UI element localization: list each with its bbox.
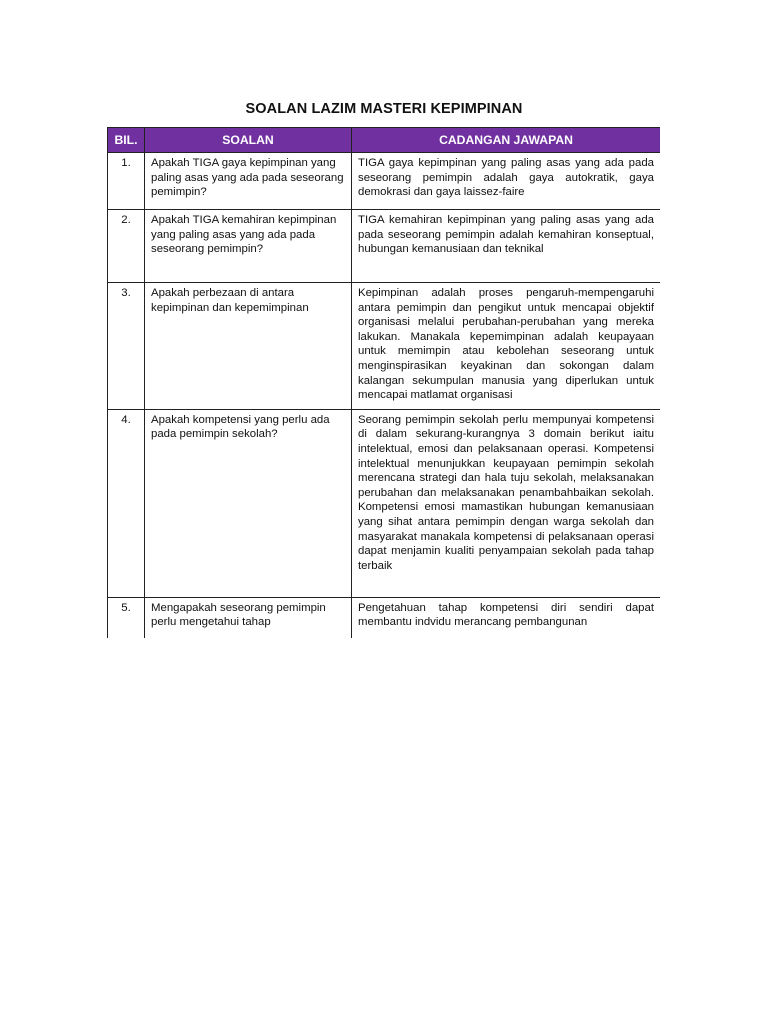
row-answer: TIGA kemahiran kepimpinan yang paling asas yang ada pada seseorang pemimpin adalah kemahiran konseptual, hubungan kemanusiaan dan teknikal	[352, 210, 661, 283]
header-number: BIL.	[108, 128, 145, 153]
row-answer: TIGA gaya kepimpinan yang paling asas yang ada pada seseorang pemimpin adalah gaya autokratik, gaya demokrasi dan gaya laissez-faire	[352, 153, 661, 210]
row-question: Apakah kompetensi yang perlu ada pada pemimpin sekolah?	[145, 409, 352, 597]
header-question: SOALAN	[145, 128, 352, 153]
header-answer: CADANGAN JAWAPAN	[352, 128, 661, 153]
row-question: Apakah perbezaan di antara kepimpinan dan kepemimpinan	[145, 283, 352, 410]
row-number: 3.	[108, 283, 145, 410]
row-answer: Seorang pemimpin sekolah perlu mempunyai kompetensi di dalam sekurang-kurangnya 3 domain berikut iaitu intelektual, emosi dan pelaksanaan operasi. Kompetensi intelektual menunjukkan keupayaan pemimpin sekolah merencana strategi dan hala tuju sekolah, melaksanakan perubahan dan melaksanakan penambahbaikan sekolah. Kompetensi emosi mamastikan hubungan kemanusiaan yang sihat antara pemimpin dengan warga sekolah dan masyarakat manakala kompetensi di pelaksanaan operasi dapat menjamin kualiti penyampaian sekolah pada tahap terbaik	[352, 409, 661, 597]
row-question: Apakah TIGA gaya kepimpinan yang paling asas yang ada pada seseorang pemimpin?	[145, 153, 352, 210]
row-question: Apakah TIGA kemahiran kepimpinan yang paling asas yang ada pada seseorang pemimpin?	[145, 210, 352, 283]
row-question: Mengapakah seseorang pemimpin perlu mengetahui tahap	[145, 597, 352, 638]
row-answer: Pengetahuan tahap kompetensi diri sendiri dapat membantu indvidu merancang pembangunan	[352, 597, 661, 638]
table-header-row	[108, 128, 661, 153]
row-number: 1.	[108, 153, 145, 210]
row-number: 5.	[108, 597, 145, 638]
faq-table-container	[107, 127, 660, 638]
document-title: SOALAN LAZIM MASTERI KEPIMPINAN	[245, 101, 523, 117]
table-row	[108, 210, 661, 283]
row-number: 2.	[108, 210, 145, 283]
table-row	[108, 409, 661, 597]
faq-table	[107, 127, 660, 638]
table-row	[108, 153, 661, 210]
table-row	[108, 283, 661, 410]
row-answer: Kepimpinan adalah proses pengaruh-mempengaruhi antara pemimpin dan pengikut untuk mencapai objektif organisasi melalui perubahan-perubahan yang mereka lakukan. Manakala kepemimpinan adalah keupayaan untuk memimpin atau kebolehan seseorang untuk menginspirasikan keyakinan dan sokongan dalam kalangan sekumpulan manusia yang diperlukan untuk mencapai matlamat organisasi	[352, 283, 661, 410]
table-row	[108, 597, 661, 638]
row-number: 4.	[108, 409, 145, 597]
